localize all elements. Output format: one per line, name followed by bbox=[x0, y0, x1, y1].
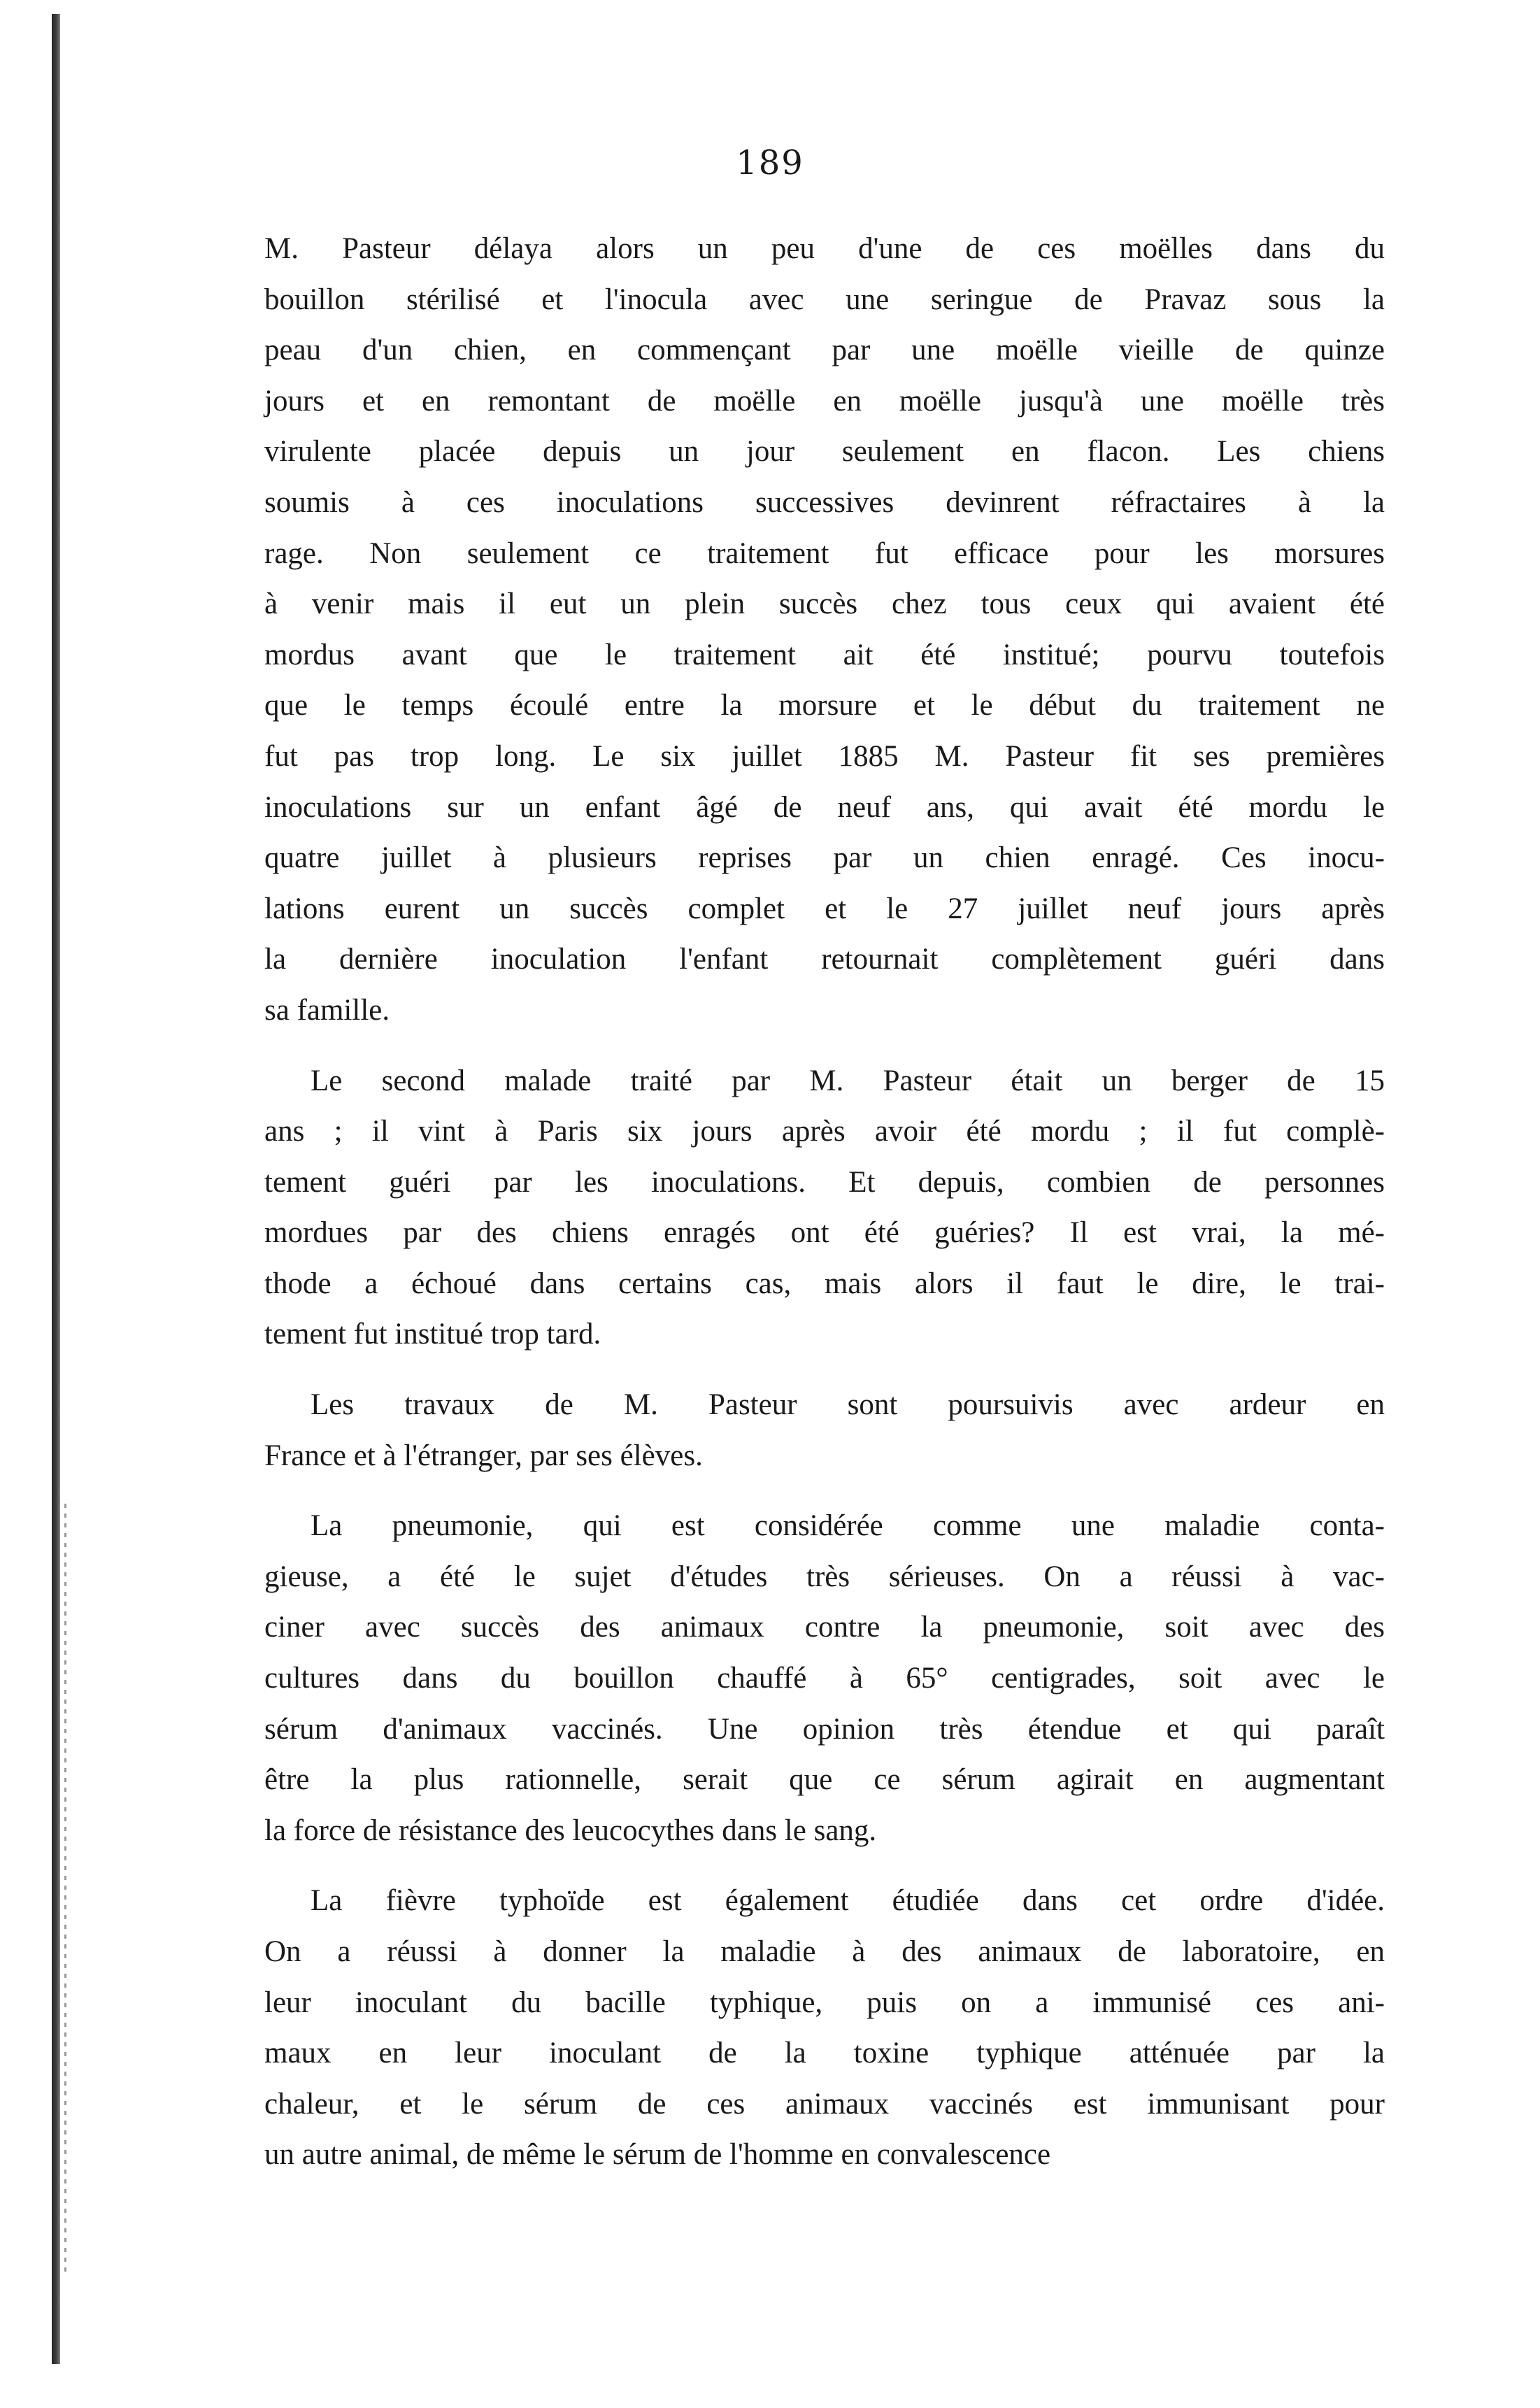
text-line: sérum d'animaux vaccinés. Une opinion très étendue et qui paraît bbox=[264, 1712, 1385, 1746]
paragraph bbox=[264, 1876, 1385, 2181]
text-line: La fièvre typhoïde est également étudiée dans cet ordre d'idée. bbox=[311, 1884, 1385, 1918]
paragraph bbox=[264, 1380, 1385, 1481]
text-line: cultures dans du bouillon chauffé à 65° centigrades, soit avec le bbox=[264, 1662, 1385, 1695]
text-line: France et à l'étranger, par ses élèves. bbox=[264, 1439, 703, 1472]
text-line: ciner avec succès des animaux contre la pneumonie, soit avec des bbox=[264, 1611, 1385, 1644]
body-text bbox=[264, 224, 1385, 2181]
text-line: tement fut institué trop tard. bbox=[264, 1318, 601, 1351]
text-line: un autre animal, de même le sérum de l'homme en convalescence bbox=[264, 2138, 1051, 2172]
text-line: rage. Non seulement ce traitement fut efficace pour les morsures bbox=[264, 536, 1385, 570]
binding-edge-mark bbox=[64, 1504, 66, 2273]
text-line: leur inoculant du bacille typhique, puis on a immunisé ces ani- bbox=[264, 1986, 1385, 2019]
text-line: soumis à ces inoculations successives devinrent réfractaires à la bbox=[264, 485, 1385, 519]
text-line: peau d'un chien, en commençant par une moëlle vieille de quinze bbox=[264, 334, 1385, 367]
text-line: thode a échoué dans certains cas, mais alors il faut le dire, le trai- bbox=[264, 1267, 1385, 1300]
text-line: mordues par des chiens enragés ont été guéries? Il est vrai, la mé- bbox=[264, 1216, 1385, 1250]
text-line: ans ; il vint à Paris six jours après avoir été mordu ; il fut complè- bbox=[264, 1115, 1385, 1148]
text-line: jours et en remontant de moëlle en moëlle jusqu'à une moëlle très bbox=[264, 384, 1385, 418]
text-line: maux en leur inoculant de la toxine typhique atténuée par la bbox=[264, 2037, 1385, 2070]
paragraph bbox=[264, 224, 1385, 1036]
page-number: 189 bbox=[736, 143, 804, 183]
text-line: M. Pasteur délaya alors un peu d'une de ces moëlles dans du bbox=[264, 232, 1385, 265]
text-line: inoculations sur un enfant âgé de neuf ans, qui avait été mordu le bbox=[264, 790, 1385, 824]
text-line: que le temps écoulé entre la morsure et le début du traitement ne bbox=[264, 689, 1385, 722]
text-line: bouillon stérilisé et l'inocula avec une seringue de Pravaz sous la bbox=[264, 283, 1385, 316]
text-line: tement guéri par les inoculations. Et depuis, combien de personnes bbox=[264, 1165, 1385, 1199]
text-line: à venir mais il eut un plein succès chez tous ceux qui avaient été bbox=[264, 587, 1385, 621]
binding-edge bbox=[52, 14, 60, 2364]
text-line: virulente placée depuis un jour seulement en flacon. Les chiens bbox=[264, 435, 1385, 469]
text-line: fut pas trop long. Le six juillet 1885 M. Pasteur fit ses premières bbox=[264, 739, 1385, 773]
text-line: lations eurent un succès complet et le 27 juillet neuf jours après bbox=[264, 892, 1385, 925]
text-line: être la plus rationnelle, serait que ce sérum agirait en augmentant bbox=[264, 1763, 1385, 1797]
text-line: On a réussi à donner la maladie à des animaux de laboratoire, en bbox=[264, 1935, 1385, 1968]
text-line: Les travaux de M. Pasteur sont poursuivis avec ardeur en bbox=[311, 1388, 1385, 1422]
text-line: sa famille. bbox=[264, 993, 390, 1027]
text-line: quatre juillet à plusieurs reprises par un chien enragé. Ces inocu- bbox=[264, 841, 1385, 875]
text-line: Le second malade traité par M. Pasteur était un berger de 15 bbox=[311, 1064, 1385, 1097]
text-line: gieuse, a été le sujet d'études très sérieuses. On a réussi à vac- bbox=[264, 1560, 1385, 1593]
paragraph bbox=[264, 1501, 1385, 1856]
text-line: la dernière inoculation l'enfant retournait complètement guéri dans bbox=[264, 943, 1385, 976]
text-line: chaleur, et le sérum de ces animaux vaccinés est immunisant pour bbox=[264, 2087, 1385, 2121]
text-line: La pneumonie, qui est considérée comme une maladie conta- bbox=[311, 1509, 1385, 1543]
paragraph bbox=[264, 1056, 1385, 1361]
text-line: mordus avant que le traitement ait été institué; pourvu toutefois bbox=[264, 638, 1385, 671]
text-line: la force de résistance des leucocythes dans le sang. bbox=[264, 1814, 877, 1847]
